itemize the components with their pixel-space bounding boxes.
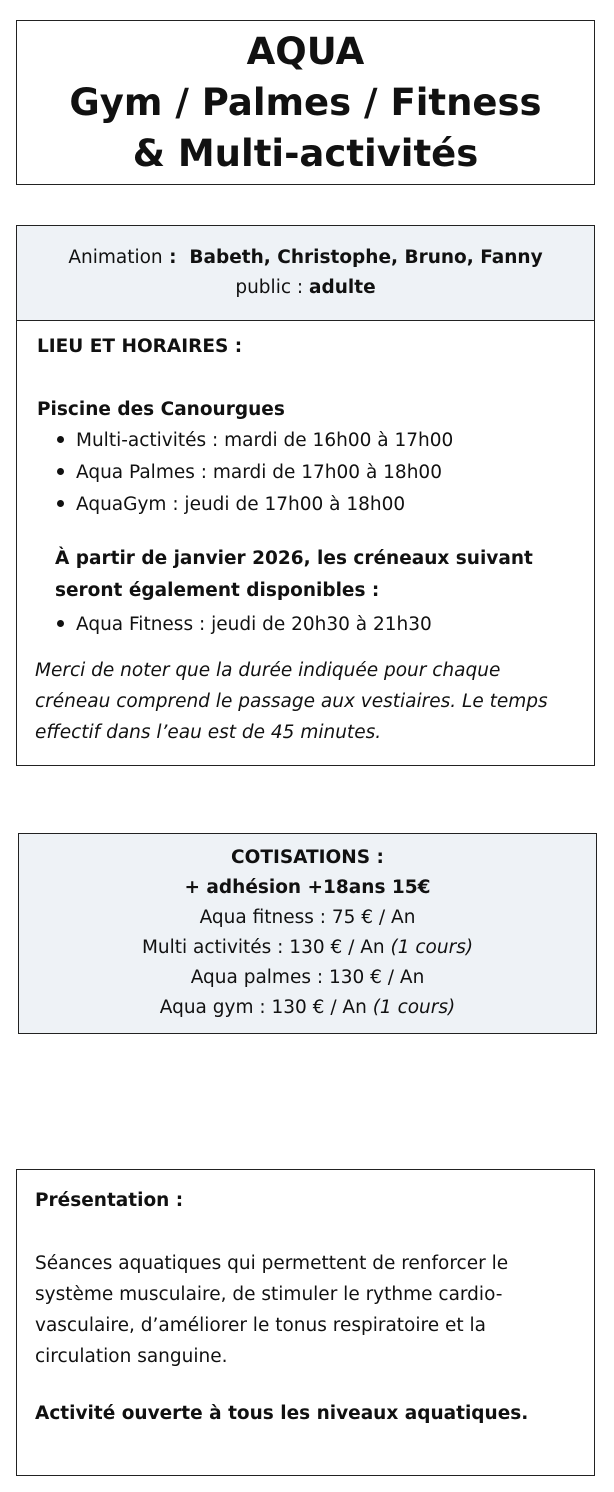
- note-line-1: Merci de noter que la durée indiquée pour chaque: [35, 660, 501, 681]
- animation-line: [17, 243, 594, 273]
- presentation-line-1: Séances aquatiques qui permettent de renforcer le: [35, 1253, 509, 1274]
- presentation-box: [16, 1169, 595, 1476]
- public-line: [17, 273, 594, 303]
- price-multi-text: Multi activités : 130 € / An: [141, 937, 391, 958]
- schedule-item: [57, 494, 405, 515]
- notice-line-1: À partir de janvier 2026, les créneaux suivant: [55, 548, 533, 569]
- presentation-heading: Présentation :: [35, 1190, 184, 1211]
- title-box: [16, 20, 595, 185]
- price-aqua-palmes: Aqua palmes : 130 € / An: [190, 967, 425, 988]
- schedule-item: [57, 430, 453, 451]
- bullet-icon: [57, 620, 64, 627]
- note-line-3: effectif dans l’eau est de 45 minutes.: [35, 722, 382, 743]
- lieu-horaires-box: [16, 320, 595, 766]
- price-aqua-gym: [19, 993, 596, 1023]
- animation-names: Babeth, Christophe, Bruno, Fanny: [189, 247, 543, 268]
- cotisations-adhesion: + adhésion +18ans 15€: [184, 877, 431, 898]
- presentation-line-3: vasculaire, d’améliorer le tonus respiratoire et la: [35, 1315, 486, 1336]
- bullet-icon: [57, 436, 64, 443]
- note-line-2: créneau comprend le passage aux vestiaires. Le temps: [35, 691, 548, 712]
- bullet-icon: [57, 500, 64, 507]
- extra-schedule-text: Aqua Fitness : jeudi de 20h30 à 21h30: [76, 614, 432, 635]
- title-line-1: AQUA: [246, 30, 365, 73]
- animation-separator: :: [162, 247, 190, 268]
- public-label: public :: [235, 277, 310, 298]
- schedule-item: [57, 462, 442, 483]
- cotisations-box: [18, 833, 597, 1034]
- venue-name: Piscine des Canourgues: [37, 399, 285, 420]
- schedule-item-text: Multi-activités : mardi de 16h00 à 17h00: [76, 430, 454, 451]
- animation-box: [16, 225, 595, 321]
- cotisations-heading: COTISATIONS :: [231, 847, 384, 868]
- presentation-line-2: système musculaire, de stimuler le rythme cardio-: [35, 1284, 503, 1305]
- bullet-icon: [57, 468, 64, 475]
- presentation-closing: Activité ouverte à tous les niveaux aquatiques.: [35, 1403, 529, 1424]
- presentation-line-4: circulation sanguine.: [35, 1346, 228, 1367]
- title-line-3: & Multi-activités: [132, 132, 479, 175]
- extra-schedule-item: [57, 614, 432, 635]
- schedule-item-text: AquaGym : jeudi de 17h00 à 18h00: [76, 494, 406, 515]
- animation-label: Animation: [68, 247, 163, 268]
- public-value: adulte: [309, 277, 376, 298]
- price-gym-note: (1 cours): [372, 997, 456, 1018]
- price-gym-text: Aqua gym : 130 € / An: [159, 997, 373, 1018]
- price-multi-note: (1 cours): [390, 937, 474, 958]
- price-aqua-fitness: Aqua fitness : 75 € / An: [199, 907, 416, 928]
- lieu-heading: LIEU ET HORAIRES :: [37, 336, 243, 357]
- price-multi-activites: [19, 933, 596, 963]
- schedule-item-text: Aqua Palmes : mardi de 17h00 à 18h00: [76, 462, 442, 483]
- notice-line-2: seront également disponibles :: [55, 580, 380, 601]
- title-line-2: Gym / Palmes / Fitness: [69, 81, 542, 124]
